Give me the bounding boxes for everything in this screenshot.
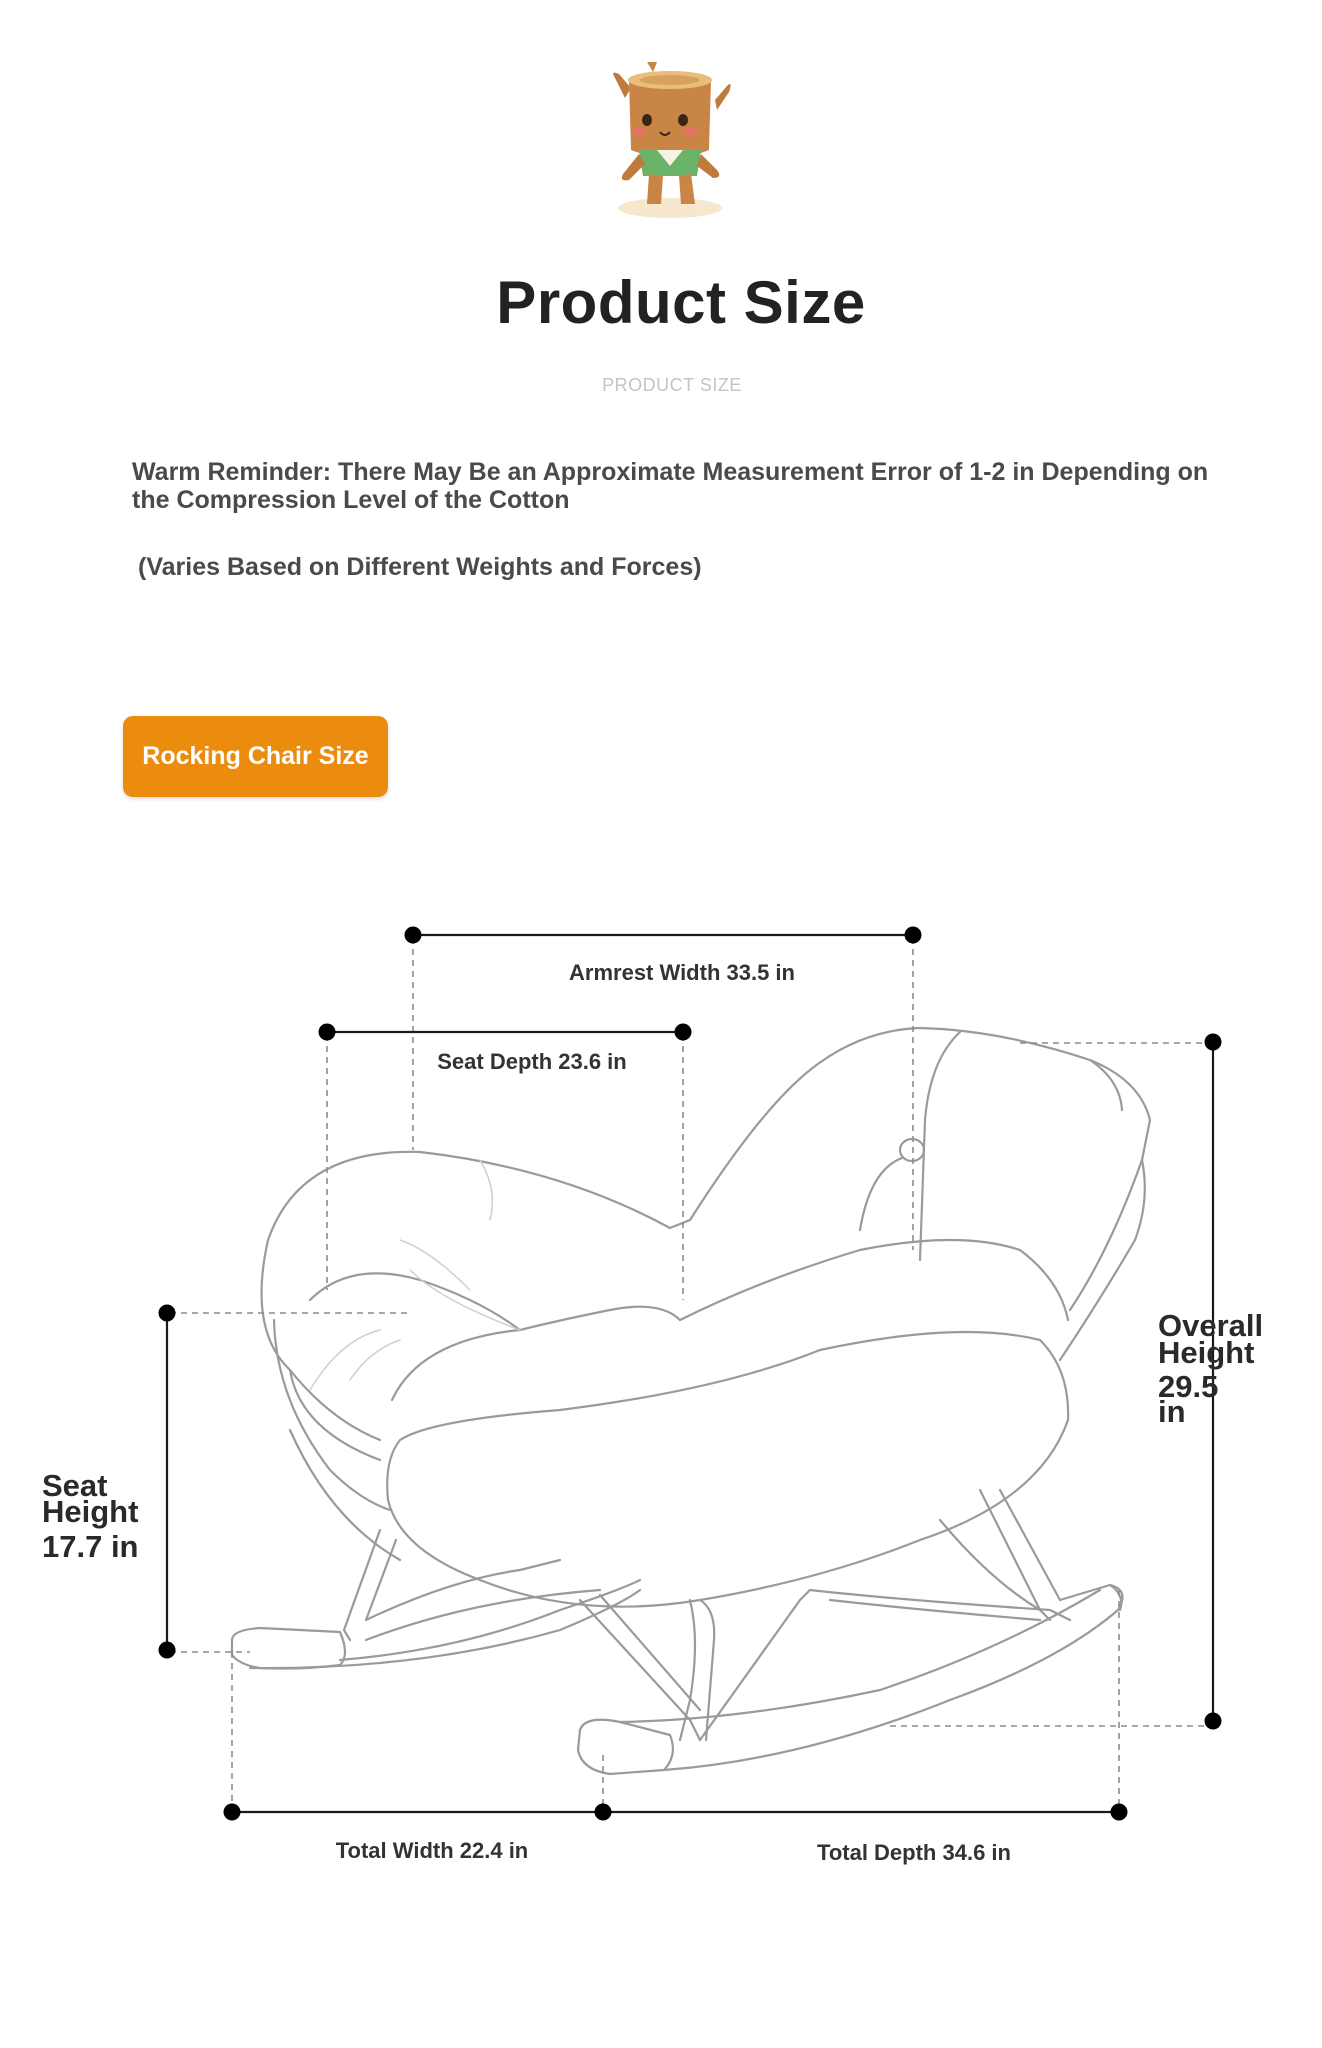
reminder-line-1: Warm Reminder: There May Be an Approximate Measurement Error of 1-2 in Depending on: [132, 458, 1209, 486]
endpoint-dot: [319, 1024, 336, 1041]
endpoint-dot: [1205, 1713, 1222, 1730]
reminder-line-2: the Compression Level of the Cotton: [132, 486, 570, 514]
armrest-width-label: Armrest Width 33.5 in: [569, 960, 795, 985]
svg-text:29.5: 29.5: [1158, 1369, 1219, 1404]
dimension-guides: [170, 938, 1213, 1812]
svg-text:Overall: Overall: [1158, 1308, 1264, 1343]
endpoint-dot: [224, 1804, 241, 1821]
page-subtitle: PRODUCT SIZE: [602, 375, 742, 395]
endpoint-dot: [1111, 1804, 1128, 1821]
endpoint-dot: [675, 1024, 692, 1041]
seat-depth-label: Seat Depth 23.6 in: [437, 1049, 627, 1074]
svg-text:Height: Height: [42, 1494, 139, 1529]
endpoint-dot: [905, 927, 922, 944]
varies-note: (Varies Based on Different Weights and Forces): [138, 553, 702, 581]
rocking-chair-drawing: [232, 1028, 1150, 1774]
svg-text:17.7 in: 17.7 in: [42, 1529, 139, 1564]
seat-height-label: [42, 1468, 139, 1564]
page-title: Product Size: [496, 269, 866, 336]
endpoint-dot: [159, 1642, 176, 1659]
endpoint-dot: [595, 1804, 612, 1821]
svg-text:in: in: [1158, 1394, 1186, 1429]
svg-text:Height: Height: [1158, 1335, 1255, 1370]
overall-height-label: [1158, 1308, 1263, 1429]
endpoint-dot: [405, 927, 422, 944]
endpoint-dot: [1205, 1034, 1222, 1051]
endpoint-dot: [159, 1305, 176, 1322]
total-depth-label: Total Depth 34.6 in: [817, 1840, 1011, 1865]
dimension-lines: [167, 935, 1213, 1812]
svg-text:Seat: Seat: [42, 1468, 108, 1503]
total-width-label: Total Width 22.4 in: [335, 1838, 529, 1863]
rocking-chair-size-button[interactable]: Rocking Chair Size: [123, 716, 388, 797]
